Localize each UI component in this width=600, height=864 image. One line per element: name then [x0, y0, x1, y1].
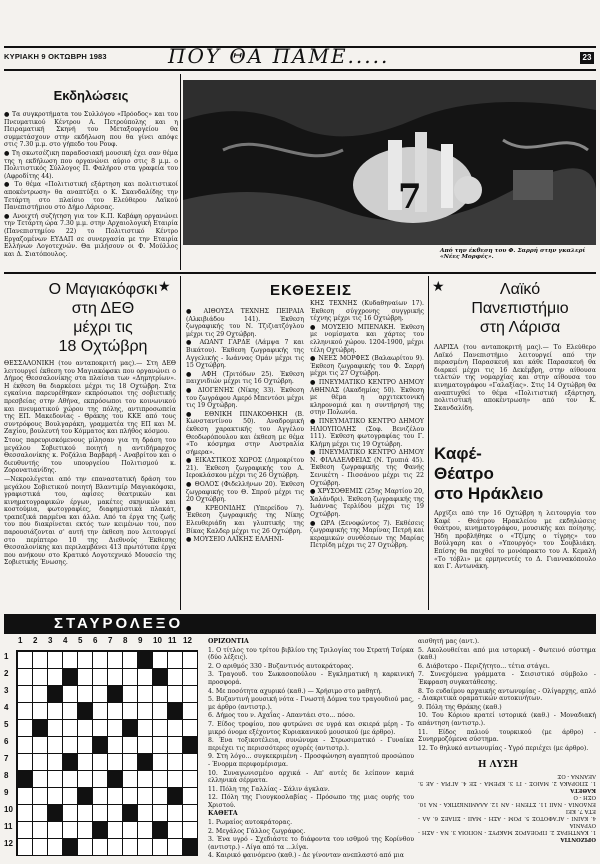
crossword-cell[interactable]	[92, 651, 108, 669]
col-number: 6	[93, 636, 98, 645]
crossword-black-cell	[92, 821, 108, 839]
crossword-cell[interactable]	[107, 702, 123, 720]
crossword-cell[interactable]	[122, 770, 138, 788]
star-icon: ★	[432, 279, 445, 295]
ekdilosi-item: ● Τη σκωτσέζικη παραδοσιακή μουσική έχει σαν θέμα της η εκδήλωση που οργανώνει αύριο στις 8 μ.μ. ο Πολιτιστικός Σύλλογος Π. Φαλήρου στα γραφεία του (Αφροδίτης 44).	[4, 149, 178, 180]
crossword-cell[interactable]	[107, 719, 123, 737]
exhibition-item: ● ΝΕΕΣ ΜΟΡΦΕΣ (Βαλαωρίτου 9). Έκθεση ζωγραφικής του Φ. Σαρρή μέχρι τις 27 Οχτώβρη.	[310, 355, 424, 378]
exhibition-item: ● ΠΝΕΥΜΑΤΙΚΟ ΚΕΝΤΡΟ ΔΗΜΟΥ Ν. ΦΙΛΑΔΕΛΦΕΙΑΣ (Ν. Τρυπιά 45). Έκθεση ζωγραφικής της Φανής Σενικέτη - Πισσάνου μέχρι τις 22 Οχτώβρη.	[310, 449, 424, 487]
photo-caption: Από την έκθεση του Φ. Σαρρή στην γκαλερί «Νέες Μορφές».	[440, 248, 586, 260]
row-number: 10	[4, 805, 13, 814]
crossword-cell[interactable]	[137, 668, 153, 686]
crossword-black-cell	[47, 804, 63, 822]
down-clue: 3. Ένα υγρό - Σχεδιάστε το διάφοντα του ισθμού της Κορίνθου (αντιστρ.) - Λίγα από τα ...λίγα.	[208, 836, 414, 851]
crossword-cell[interactable]	[77, 804, 93, 822]
crossword-cell[interactable]	[17, 753, 33, 771]
row-number: 7	[4, 754, 9, 763]
crossword-cell[interactable]	[182, 668, 198, 686]
across-clue: 2. Ο αριθμός 330 - Βυζαντινός αυτοκράτορας.	[208, 662, 354, 670]
kafe-text: Αρχίζει από την 16 Οχτώβρη η λειτουργία του Καφέ - Θεάτρου Ηρακλείου με εκδηλώσεις θεάτρου, κινηματογράφου, μουσικής και ποίησης. Ήδη προβλήθηκε ο «Τζίμης ο τίγρης» του Βούλγαρη και ο «Υπουργός» του Σουβλιάκη. Επίσης θα παιχθεί το μονόπρακτο του Α. Κεμαλή «Το τόβλι» με ερμηνευτές το Δ. Γιαννακόπουλο και Γ. Αντωνάκη.	[434, 510, 596, 571]
across-clue: 8. Ένα τοξικοτέλεια, συνώνυμα - Στρωσιματικό - Γυναίκα περιέχει τις περισσότερες οχυρές (αντιστρ.).	[208, 737, 414, 752]
crossword-cell[interactable]	[122, 685, 138, 703]
row-number: 5	[4, 720, 9, 729]
crossword-cell[interactable]	[17, 719, 33, 737]
exhibition-item: ● ΠΝΕΥΜΑΤΙΚΟ ΚΕΝΤΡΟ ΔΗΜΟΥ ΗΛΙΟΥΠΟΛΗΣ (Σοφ. Βενιζέλου 111). Έκθεση φωτογραφίας του Γ. Κλήμη μέχρι τις 19 Οχτώβρη.	[310, 417, 424, 448]
col-number: 4	[63, 636, 68, 645]
crossword-cell[interactable]	[47, 787, 63, 805]
crossword-cell[interactable]	[137, 787, 153, 805]
ekdiloseis-text	[4, 111, 178, 273]
laiko-title-line: στη Λάρισα	[479, 319, 561, 336]
ektheseis-col2	[310, 300, 424, 608]
crossword-cell[interactable]	[92, 770, 108, 788]
across-clue: 1. Ο τίτλος του τρίτου βιβλίου της Τριλογίας του Στρατή Τσίρκα (δύο λέξεις).	[208, 646, 414, 662]
crossword-cell[interactable]	[47, 719, 63, 737]
down-clue: 8. Το ευδαίμου αρχαικής αντωνυμίας - Ολίγαρχης, απλό - Διακριτικά οραματικών αυτοκινήτων.	[418, 687, 596, 703]
crossword-cell[interactable]	[17, 838, 33, 856]
crossword-cell[interactable]	[167, 736, 183, 754]
crossword-cell[interactable]	[167, 770, 183, 788]
crossword-cell[interactable]	[152, 736, 168, 754]
crossword-black-cell	[62, 753, 78, 771]
crossword-cell[interactable]	[77, 838, 93, 856]
laiko-title-line: Πανεπιστήμιο	[471, 300, 569, 317]
crossword-cell[interactable]	[152, 651, 168, 669]
crossword-clues	[208, 638, 414, 860]
row-numbers	[4, 650, 16, 858]
crossword-cell[interactable]	[77, 770, 93, 788]
ekdilosi-item: ● Ανοιχτή συζήτηση για τον Κ.Π. Καβάφη οργανώνει την Τετάρτη ώρα 7.30 μ.μ. στην Αρχαιολογική Εταιρία (Πανεπιστημίου 22) το Πολιτιστικό Κέντρο Εργαζομένων ΕΥΔΑΠ σε συνεργασία με την Εταιρία Ελλήνων Λογοτεχνών. Θα μιλήσουν οι Φ. Μούλλος και Δ. Σιατόπουλος.	[4, 212, 178, 258]
laiko-text: ΛΑΡΙΣΑ (του ανταποκριτή μας).— Το Ελεύθερο Λαϊκό Πανεπιστήμιο λειτουργεί από την περασμένη Παρασκευή και κάθε Παρασκευή θα διαρκεί μέχρι τις 16 Δεκέμβρη, στην αίθουσα τελετών της νομαρχίας και στην αίθουσα του κινηματογράφου «Γαλαξίας». Στις 14 Οχτώβρη θα αναπτυχθεί το θέμα «Πολιτιστική εξάρτηση, πολιτιστική αποκέντρωση» από τον Κ. Σκανδαλίδη.	[434, 344, 596, 412]
kafe-title	[434, 444, 596, 504]
laiko-title-line: Λαϊκό	[499, 281, 541, 298]
crossword-cell[interactable]	[107, 668, 123, 686]
crossword-cell[interactable]	[182, 719, 198, 737]
crossword-cell[interactable]	[167, 668, 183, 686]
exhibition-item: ● ΚΡΕΟΝΙΔΗΣ (Υπερείδου 7). Έκθεση ζωγραφικής της Νίκης Ελευθεριάδη και γλυπτικής της Βίκας Καλδερ μέχρι τις 26 Οχτώβρη.	[186, 504, 304, 535]
crossword-cell[interactable]	[122, 651, 138, 669]
ekdiloseis-section	[4, 80, 178, 272]
crossword-black-cell	[107, 685, 123, 703]
header-date: ΚΥΡΙΑΚΗ 9 ΟΚΤΩΒΡΗ 1983	[4, 52, 107, 61]
page-number: 23	[580, 52, 594, 64]
across-title: ΟΡΙΖΟΝΤΙΑ	[208, 638, 249, 645]
exhibition-item: ● ΕΘΝΙΚΗ ΠΙΝΑΚΟΘΗΚΗ (Β. Κωνσταντίνου 50). Αναδρομική έκθεση χαρακτικής του Αγγέλου Θεοδωρόπουλου και έκθεση με θέμα «Το κόσμημα στην Αυστραλία σήμερα».	[186, 410, 304, 456]
col-number: 10	[153, 636, 162, 645]
mayakovski-title	[30, 280, 176, 356]
exhibition-item: ● ΩΡΑ (Ξενοφώντος 7). Εκθέσεις ζωγραφικής της Μαρίνας Πετρή και κεραμικών συνθέσεων της Μαρίας Πετρίδη μέχρι τις 27 Οχτώβρη.	[310, 519, 424, 550]
across-clue: 12. Πόλη της Γιουγκοσλαβίας - Πρόσωπο της μιας ουρής του Χριστού.	[208, 794, 414, 809]
exhibition-photo	[183, 80, 596, 245]
row-number: 6	[4, 737, 9, 746]
col-number: 11	[168, 636, 177, 645]
crossword-cell[interactable]	[32, 804, 48, 822]
crossword-black-cell	[92, 736, 108, 754]
crossword-cell[interactable]	[17, 821, 33, 839]
mayakovski-title-line: 18 Οχτώβρη	[58, 338, 148, 355]
row-number: 1	[4, 652, 9, 661]
across-clue: 3. Τραγουδ. του Σωκασοπούλου - Εγκληματική η καρκινική προσφορά.	[208, 671, 414, 686]
exhibition-item: ● ΑΩΑΝΤ ΓΑΡΔΕ (Λάμψα 7 και Βικάτου). Έκθεση ζωγραφικής της Αγγελικής - Ιωάννας Ομάν μέχρι τις 15 Οχτώβρη.	[186, 339, 304, 370]
ektheseis-col1	[186, 308, 304, 608]
crossword-cell[interactable]	[77, 651, 93, 669]
ekdilosi-item: ● Το θέμα «Πολιτιστική εξάρτηση και πολιτιστικοί αποκέντρωση» θα αναπτύξει ο Κ. Σκανδαλίδης την Τετάρτη στο πλαίσιο του Ελεύθερου Λαϊκού Πανεπιστήμιου στο Δήμο Λάρισας.	[4, 181, 178, 212]
crossword-cell[interactable]	[137, 702, 153, 720]
crossword-cell[interactable]	[92, 753, 108, 771]
crossword-cell[interactable]	[32, 770, 48, 788]
svg-text:7: 7	[398, 177, 422, 217]
crossword-grid	[4, 636, 204, 860]
crossword-cell[interactable]	[167, 651, 183, 669]
down-clue: 9. Πόλη της Θράκης (καθ.)	[418, 703, 502, 711]
crossword-cell[interactable]	[47, 651, 63, 669]
exhibition-item: ● ΜΟΥΣΕΙΟ ΜΠΕΝΑΚΗ. Έκθεση με νομίσματα και χάρτες του ελληνικού χώρου. 1204-1900, μέχρι τέλη Οχτώβρη.	[310, 323, 424, 354]
crossword-cells[interactable]	[16, 650, 198, 856]
crossword-cell[interactable]	[182, 651, 198, 669]
crossword-cell[interactable]	[182, 702, 198, 720]
crossword-cell[interactable]	[182, 787, 198, 805]
crossword-cell[interactable]	[77, 821, 93, 839]
crossword-cell[interactable]	[137, 770, 153, 788]
ektheseis-title: ΕΚΘΕΣΕΙΣ	[270, 282, 352, 299]
crossword-cell[interactable]	[137, 685, 153, 703]
crossword-cell[interactable]	[122, 753, 138, 771]
crossword-cell[interactable]	[122, 668, 138, 686]
crossword-cell[interactable]	[47, 668, 63, 686]
crossword-cell[interactable]	[122, 838, 138, 856]
crossword-cell[interactable]	[167, 719, 183, 737]
down-clue: 7. Συνεχόμενα γράμματα - Σεισιστικό σύμβολο - Έκφραση συγκατάθεσης.	[418, 671, 596, 686]
crossword-cell[interactable]	[47, 770, 63, 788]
solution-line: ΟΡΙΖΟΝΤΙΑ	[560, 836, 596, 842]
crossword-cell[interactable]	[167, 685, 183, 703]
crossword-clues-continued	[418, 638, 596, 756]
mayakovski-title-line: μέχρι τις	[73, 319, 133, 336]
crossword-black-cell	[62, 668, 78, 686]
crossword-cell[interactable]	[62, 770, 78, 788]
crossword-black-cell	[152, 668, 168, 686]
crossword-cell[interactable]	[152, 685, 168, 703]
ekdilosi-item: ● Τα συγκροτήματα του Συλλόγου «Πρόοδος» και του Πνευματικού Κέντρου Α. Πετρούπολης και η Πειραματική Σκηνή του Μεταξουργείου θα συμμετάσχουν στην εκδήλωση που θα γίνει απόψε στις 7.30 μ.μ. στο γήπεδο του Ρουφ.	[4, 111, 178, 149]
crossword-black-cell	[152, 821, 168, 839]
crossword-cell[interactable]	[47, 736, 63, 754]
col-number: 8	[123, 636, 128, 645]
crossword-cell[interactable]	[182, 804, 198, 822]
painting-image	[183, 80, 596, 245]
crossword-cell[interactable]	[107, 753, 123, 771]
crossword-cell[interactable]	[62, 719, 78, 737]
crossword-cell[interactable]	[122, 821, 138, 839]
mayakovski-paragraph: —Νεκρολέγεται από την επαναστατική δράση του μεγάλου Σοβιετικού ποιητή Βλαντιμίρ Μαγιακόφσκι, γραφιστικά του, αφίσες θεατρικών και κινηματογραφικών έργων, μακέτες σκηνικών και κοστούμια, φωτογραφίες, διαφημιστικά πλακάτ, τραπεζικά παρμένα και άλλα. Από τα έργα της ζωής του που διακρίνεται εκτός των κειμένων του, που παρουσιάζονται σ' αυτή την έκθεση που λειτουργεί στο περίπτερο 10 της Διεθνούς Έκθεσης Θεσσαλονίκης και περιλαμβάνει 413 πρωτότυπα έργα που ανήκουν στο Κρατικό Λογοτεχνικό Μουσείο της Σοβιετικής Ένωσης.	[4, 475, 176, 567]
column-numbers	[18, 636, 204, 648]
crossword-cell[interactable]	[152, 770, 168, 788]
col-number: 2	[33, 636, 38, 645]
row-number: 4	[4, 703, 9, 712]
solution-title: Η ΛΥΣΗ	[478, 760, 518, 770]
crossword-cell[interactable]	[152, 838, 168, 856]
crossword-cell[interactable]	[92, 668, 108, 686]
ekdiloseis-title: Εκδηλώσεις	[53, 88, 129, 103]
across-clue: 4. Με ποσότητα αχυρικό (καθ.) — Χρήσιμο στο μαθητή.	[208, 687, 382, 695]
exhibition-item: ΚΗΣ ΤΕΧΝΗΣ (Κυδαθηναίων 17). Έκθεση σύγχρονης συγγρικής τέχνης μέχρι τις 16 Οχτώβρη.	[310, 300, 424, 323]
down-clue: αισθητή μας (αντ.).	[418, 638, 480, 645]
crossword-title: ΣΤΑΥΡΟΛΕΞΟ	[54, 615, 184, 632]
down-clue: 11. Είδος παλιού τουρκικού (με άρθρο) - Συνηρμοζόμενα σύστημα.	[418, 728, 596, 744]
crossword-cell[interactable]	[32, 838, 48, 856]
crossword-cell[interactable]	[152, 702, 168, 720]
row-number: 2	[4, 669, 9, 678]
star-icon: ★	[158, 279, 171, 295]
col-number: 1	[18, 636, 23, 645]
exhibition-item: ● ΑΦΗ (Τριτόδων 25). Έκθεση παιχνιδιών μέχρι τις 16 Οχτώβρη.	[186, 370, 304, 386]
col-number: 9	[138, 636, 143, 645]
exhibition-item: ● ΧΡΥΣΟΘΕΜΙΣ (25ης Μαρτίου 20, Χαλάνδρι). Έκθεση ζωγραφικής της Ιωάννας Τερλίδου μέχρι τις 19 Οχτώβρη.	[310, 488, 424, 519]
crossword-cell[interactable]	[152, 787, 168, 805]
across-clue: 5. Βυζαντινή μουσική νότα - Γνωστή Δόμνα του τραγουδιού μας, με άρθρο (αντιστρ.).	[208, 696, 414, 711]
crossword-cell[interactable]	[107, 804, 123, 822]
crossword-black-cell	[122, 804, 138, 822]
crossword-cell[interactable]	[47, 702, 63, 720]
crossword-cell[interactable]	[182, 753, 198, 771]
crossword-cell[interactable]	[122, 736, 138, 754]
crossword-cell[interactable]	[137, 838, 153, 856]
header-title: ΠΟΥ ΘΑ ΠΑΜΕ.....	[168, 44, 390, 68]
crossword-black-cell	[167, 787, 183, 805]
crossword-cell[interactable]	[167, 838, 183, 856]
crossword-cell[interactable]	[137, 736, 153, 754]
solution-line: ΕΝΔΟΝΙΑ - ΝΑΙΙ 11. ΣΤΕΝΗ - ΑΝ 12. ΑΛΑΜΙΝΙΩΤΙΚΑ - ΝΑ 10. ΟΣΗ - Ο	[418, 794, 596, 807]
crossword-cell[interactable]	[167, 804, 183, 822]
solution-line: 1. ΚΑΝΤΗΡΑΣ 2. ΠΡΟΕΔΡΟΣ ΜΑΚΡΥΣ - ΝΟΠΟΙΑ 3. ΝΑ - ΑΣΗ - ΟΥΡΑΝΙΑ	[418, 822, 596, 835]
crossword-cell[interactable]	[17, 702, 33, 720]
row-number: 11	[4, 822, 13, 831]
crossword-cell[interactable]	[77, 668, 93, 686]
row-number: 12	[4, 839, 13, 848]
crossword-black-cell	[32, 719, 48, 737]
crossword-black-cell	[122, 719, 138, 737]
exhibition-item: ● ΠΝΕΥΜΑΤΙΚΟ ΚΕΝΤΡΟ ΔΗΜΟΥ ΑΘΗΝΑΣ (Ακαδημίας 50). Έκθεση με θέμα η αρχιτεκτονική κληρονομιά και η συντήρησή της στην Πολωνία.	[310, 378, 424, 417]
crossword-cell[interactable]	[17, 736, 33, 754]
crossword-cell[interactable]	[152, 804, 168, 822]
crossword-cell[interactable]	[182, 770, 198, 788]
crossword-cell[interactable]	[137, 821, 153, 839]
crossword-black-cell	[107, 770, 123, 788]
crossword-cell[interactable]	[47, 838, 63, 856]
crossword-cell[interactable]	[182, 821, 198, 839]
down-clue: 1. Ρωμαίος αυτοκράτορας.	[208, 819, 293, 827]
crossword-cell[interactable]	[77, 685, 93, 703]
exhibition-item: ● ΜΟΥΣΕΙΟ ΛΑΪΚΗΣ ΕΛΛΗΝΙ-	[186, 536, 284, 544]
crossword-cell[interactable]	[182, 685, 198, 703]
crossword-cell[interactable]	[122, 787, 138, 805]
crossword-cell[interactable]	[62, 787, 78, 805]
crossword-black-cell	[182, 838, 198, 856]
crossword-cell[interactable]	[62, 821, 78, 839]
kafe-title-line: Καφέ-	[434, 444, 482, 463]
crossword-black-cell	[77, 787, 93, 805]
crossword-cell[interactable]	[77, 736, 93, 754]
crossword-cell[interactable]	[17, 787, 33, 805]
kafe-title-line: στο Ηράκλειο	[434, 484, 544, 503]
across-clue: 7. Είδος τροφίου, που φυτρώνει σε υγρά και σκιερά μέρη - Το μικρό όνομα εξέχοντος Κυριακανικού μουσικού (με άρθρο).	[208, 720, 414, 736]
crossword-cell[interactable]	[32, 753, 48, 771]
crossword-black-cell	[47, 685, 63, 703]
crossword-cell[interactable]	[137, 804, 153, 822]
down-clue: 6. Διάβοτερο - Περιζήτητο... τέτια στάγει.	[418, 662, 550, 670]
crossword-cell[interactable]	[152, 753, 168, 771]
crossword-cell[interactable]	[92, 685, 108, 703]
crossword-cell[interactable]	[92, 804, 108, 822]
crossword-cell[interactable]	[32, 651, 48, 669]
crossword-cell[interactable]	[32, 668, 48, 686]
crossword-cell[interactable]	[107, 651, 123, 669]
down-clue: 4. Καιρικό φαινόμενο (καθ.) - Δε γίνονταν ανεπλαστό από μια	[208, 852, 404, 860]
crossword-cell[interactable]	[47, 821, 63, 839]
crossword-cell[interactable]	[167, 753, 183, 771]
across-clue: 11. Πόλη της Γαλλίας - Σάλιν άγκλαν.	[208, 785, 330, 793]
crossword-cell[interactable]	[92, 719, 108, 737]
crossword-cell[interactable]	[167, 821, 183, 839]
mayakovski-paragraph: ΘΕΣΣΑΛΟΝΙΚΗ (του ανταποκριτή μας).— Στη ΔΕΘ λειτουργεί έκθεση του Μαγιακόφσκι που οργανώνει ο Δήμος Θεσσαλονίκης στα πλαίσια των «Δημητρίων». Η έκθεση θα διαρκέσει μέχρι τις 18 Οχτώβρη. Στα εγκαίνια παρευρέθηκαν εκπρόσωποι της σοβιετικής πρεσβείας στην Αθήνα, εκπρόσωποι του κοινωνικού και πνευματικού χώρου της πόλης, αντιπροσωπεία της ΕΠ. Μακεδονίας - Θράκης του ΚΚΕ από τους συντρόφους Βουλγαράκη, γραμματέα της ΕΠ και Μ. Ζαχίου, βουλευτή του Κόμματος και πλήθος κόσμου.	[4, 360, 176, 436]
down-title: ΚΑΘΕΤΑ	[208, 810, 238, 818]
mayakovski-title-line: Ο Μαγιακόφσκι	[48, 281, 158, 298]
crossword-cell[interactable]	[137, 719, 153, 737]
mayakovski-text	[4, 360, 176, 600]
crossword-cell[interactable]	[107, 787, 123, 805]
crossword-black-cell	[17, 770, 33, 788]
crossword-cell[interactable]	[62, 702, 78, 720]
crossword-cell[interactable]	[32, 821, 48, 839]
row-number: 3	[4, 686, 9, 695]
crossword-black-cell	[62, 838, 78, 856]
crossword-cell[interactable]	[62, 804, 78, 822]
crossword-cell[interactable]	[77, 719, 93, 737]
crossword-cell[interactable]	[62, 651, 78, 669]
crossword-cell[interactable]	[62, 736, 78, 754]
across-clue: 6. Δήμος του ν. Αχαΐας - Απαντάει στο... πόσο.	[208, 712, 355, 720]
crossword-cell[interactable]	[32, 685, 48, 703]
row-number: 9	[4, 788, 9, 797]
crossword-cell[interactable]	[17, 668, 33, 686]
down-clue: 5. Ακολουθείται από μια ιστορική - Φωτεινό σύστημα (καθ.)	[418, 646, 596, 662]
crossword-cell[interactable]	[92, 838, 108, 856]
crossword-cell[interactable]	[107, 736, 123, 754]
solution-line: 4. ΚΑΙΝΙ - ΑΓΑΦΟΤΟΣ 5. ΡΟΜ - ΑΣΗ - ΜΑΙΙ - ΣΠΑΕΣ 6. ΑΛ - ΕΤΑ 7. ΚΕΙ	[418, 808, 596, 821]
crossword-cell[interactable]	[17, 651, 33, 669]
crossword-cell[interactable]	[32, 736, 48, 754]
crossword-black-cell	[137, 651, 153, 669]
solution-line: 1. ΣΠΟΡΑΚΑ 2. ΜΑΙΟΣ - ΓΙ 3. ΚΡΕΜΑ - ΣΕ 4. ΑΓΡΙΑ - ΑΕ 5. ΛΕΑΝΝΑ - ΟΣ	[418, 773, 596, 786]
across-clue: 10. Συναγωνισμένο αρχικά - Απ' αυτές δε λείπουν καμιά ελληνικά σέρματα.	[208, 769, 414, 785]
exhibition-item: ● ΑΙΘΟΥΣΑ ΤΕΧΝΗΣ ΠΕΙΡΑΙΑ (Αλκιβιάδου 141). Έκθεση ζωγραφικής του Ν. Τζιζιατζόγλου μέχρι τις 29 Οχτώβρη.	[186, 308, 304, 338]
laiko-title	[446, 280, 594, 337]
col-number: 3	[48, 636, 53, 645]
col-number: 12	[183, 636, 192, 645]
crossword-cell[interactable]	[107, 821, 123, 839]
exhibition-item: ● ΕΙΚΑΣΤΙΚΟΣ ΧΩΡΟΣ (Δημοκρίτου 21). Έκθεση ζωγραφικής του Α. Ιεροκλάσκου μέχρι τις 26 Οχτώβρη.	[186, 457, 304, 480]
crossword-cell[interactable]	[152, 719, 168, 737]
col-number: 7	[108, 636, 113, 645]
crossword-cell[interactable]	[32, 702, 48, 720]
crossword-cell[interactable]	[17, 685, 33, 703]
down-clue: 12. Το θηλυκό αντωνυμίας - Υγρό περιέχει (με άρθρο).	[418, 744, 589, 752]
row-number: 8	[4, 771, 9, 780]
crossword-cell[interactable]	[122, 702, 138, 720]
crossword-black-cell	[77, 702, 93, 720]
solution-line: ΚΑΘΕΤΑ	[570, 787, 596, 793]
mayakovski-title-line: στη ΔΕΘ	[71, 300, 135, 317]
solution-text-rotated	[418, 772, 596, 860]
down-clue: 10. Του Κόριου κρατεί ιστορικά (καθ.) - Μοναδιακή απάντηση (αντιστρ.).	[418, 712, 596, 727]
crossword-cell[interactable]	[77, 753, 93, 771]
exhibition-item: ● ΘΟΛΟΣ (Φιδελλήνων 20). Έκθεση ζωγραφικής του Θ. Σπρού μέχρι τις 20 Οχτώβρη.	[186, 481, 304, 504]
crossword-black-cell	[137, 753, 153, 771]
crossword-cell[interactable]	[32, 787, 48, 805]
mayakovski-paragraph: Στους παρευρισκόμενους μίλησαν για τη δράση του μεγάλου Σοβιετικού ποιητή η αντιδήμαρχος Θεσσαλονίκης κ. Ροζάλια Βαρβαρή - Αναβρίτου και ο διευθυντής του υπουργείου Πολιτισμού κ. Ζορονατιανίδης.	[4, 436, 176, 475]
crossword-cell[interactable]	[17, 804, 33, 822]
kafe-title-line: Θέατρο	[434, 464, 494, 483]
crossword-black-cell	[182, 736, 198, 754]
crossword-black-cell	[167, 702, 183, 720]
across-clue: 9. Στη λόγο... συγκεκριμένη - Προσφώνηση αγαπητού προσώπου - Ένορμα περιφομέρισμα.	[208, 753, 414, 768]
crossword-cell[interactable]	[92, 702, 108, 720]
crossword-cell[interactable]	[62, 685, 78, 703]
crossword-cell[interactable]	[92, 787, 108, 805]
down-clue: 2. Μεγάλος Γάλλος ζωγράφος.	[208, 827, 306, 835]
exhibition-item: ● ΔΙΟΓΕΝΗΣ (Νίκης 33). Έκθεση του ζωγράφου Αμερό Μπεντόσι μέχρι τις 19 Οχτώβρη.	[186, 386, 304, 410]
crossword-cell[interactable]	[47, 753, 63, 771]
crossword-cell[interactable]	[107, 838, 123, 856]
col-number: 5	[78, 636, 83, 645]
